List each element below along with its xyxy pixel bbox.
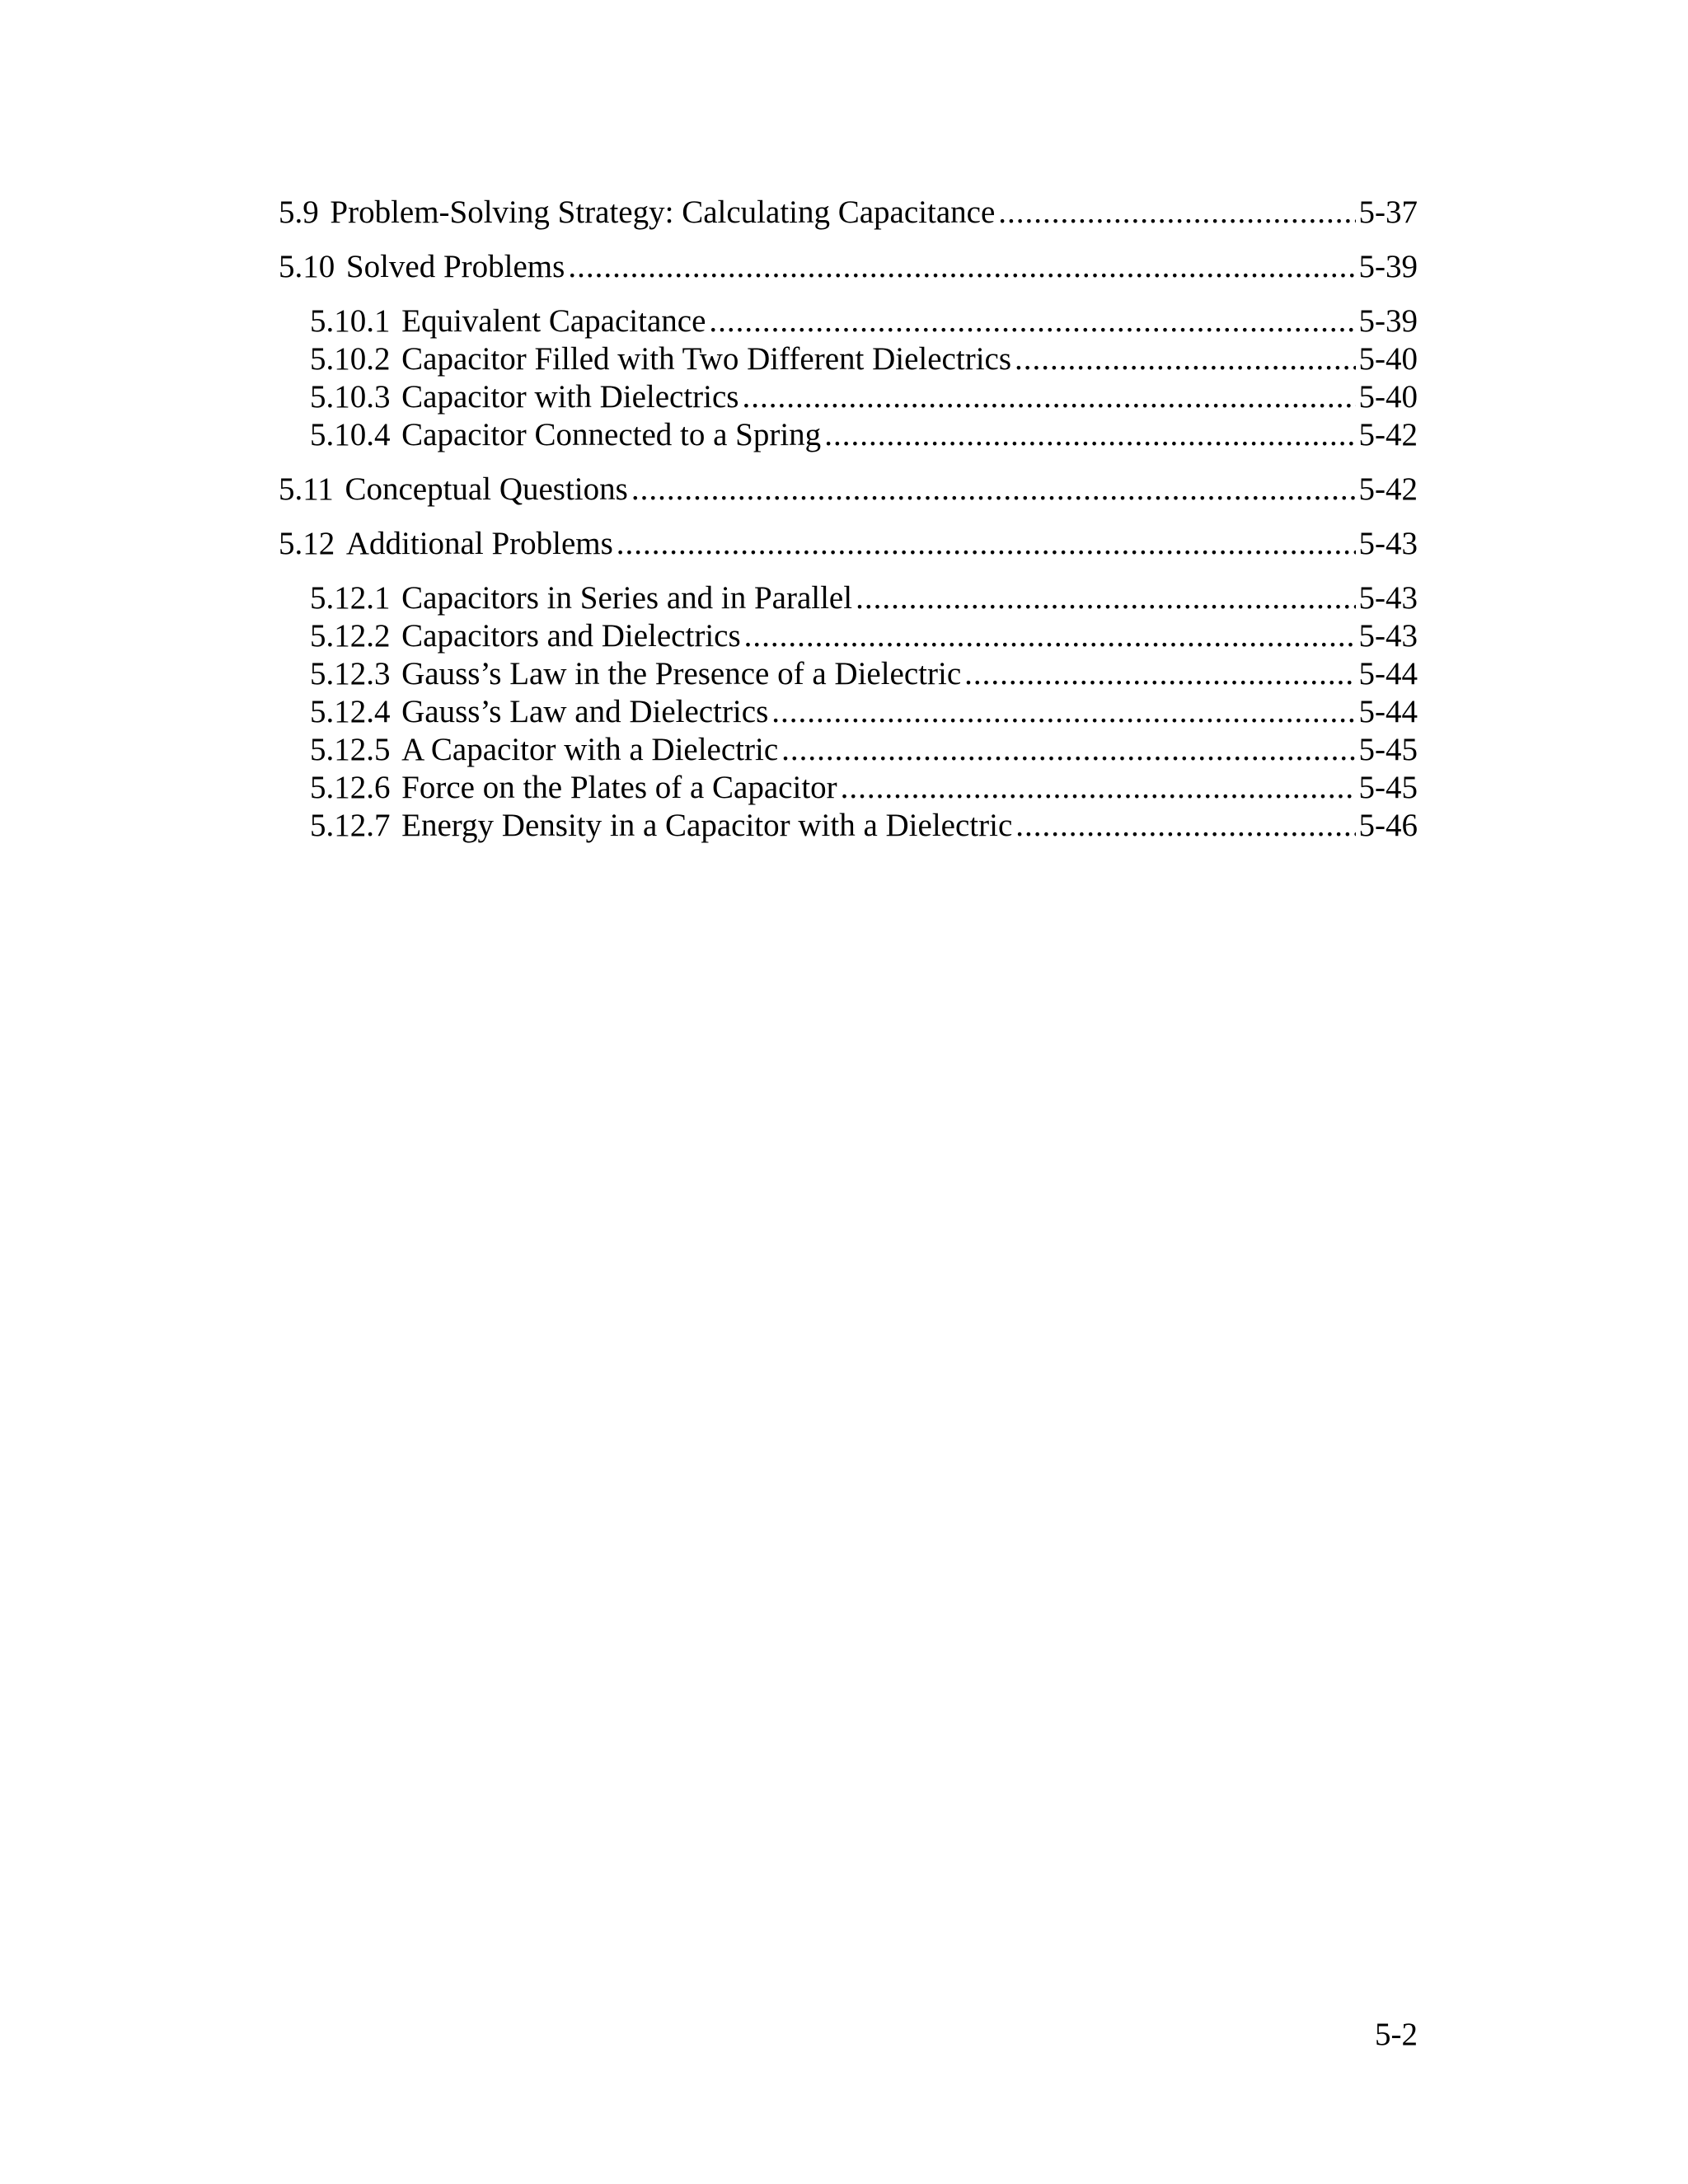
toc-entry-page: 5-43 <box>1358 580 1418 616</box>
toc-entry-title: Equivalent Capacitance <box>401 303 706 339</box>
toc-entry[interactable] <box>279 194 1418 232</box>
toc-entry-number: 5.9 <box>279 194 319 230</box>
toc-entry-page: 5-39 <box>1358 303 1418 339</box>
table-of-contents <box>279 194 1418 845</box>
toc-entry-title: Capacitor with Dielectrics <box>401 379 739 415</box>
toc-entry-title: Conceptual Questions <box>345 471 628 507</box>
toc-dot-leader <box>856 579 1355 617</box>
toc-entry-title: Capacitor Filled with Two Different Dielectrics <box>401 341 1012 377</box>
toc-dot-leader <box>743 378 1356 416</box>
toc-dot-leader <box>617 525 1356 563</box>
toc-entry-page: 5-43 <box>1358 618 1418 654</box>
toc-entry-page: 5-44 <box>1358 694 1418 729</box>
toc-entry-page: 5-43 <box>1358 526 1418 561</box>
toc-entry-title: Capacitors and Dielectrics <box>401 618 741 654</box>
toc-dot-leader <box>631 471 1356 509</box>
toc-entry[interactable] <box>279 471 1418 509</box>
toc-entry-number: 5.11 <box>279 471 334 507</box>
toc-dot-leader <box>841 769 1356 807</box>
toc-entry-page: 5-42 <box>1358 471 1418 507</box>
toc-subentry[interactable] <box>279 579 1418 617</box>
toc-dot-leader <box>1015 340 1355 378</box>
toc-entry-title: Gauss’s Law and Dielectrics <box>401 694 769 729</box>
toc-dot-leader <box>998 194 1355 232</box>
toc-entry[interactable] <box>279 248 1418 286</box>
toc-subentry[interactable] <box>279 617 1418 655</box>
toc-entry-number: 5.12.2 <box>310 618 391 654</box>
toc-entry-title: Capacitor Connected to a Spring <box>401 417 822 452</box>
toc-entry-page: 5-39 <box>1358 249 1418 284</box>
toc-subentry[interactable] <box>279 416 1418 454</box>
toc-entry-page: 5-42 <box>1358 417 1418 452</box>
toc-entry-number: 5.10.1 <box>310 303 391 339</box>
toc-entry-title: Problem-Solving Strategy: Calculating Capacitance <box>330 194 996 230</box>
toc-dot-leader <box>1015 807 1355 845</box>
toc-entry-title: A Capacitor with a Dielectric <box>401 732 779 767</box>
toc-entry-page: 5-45 <box>1358 732 1418 767</box>
toc-subentry[interactable] <box>279 693 1418 731</box>
toc-entry-title: Gauss’s Law in the Presence of a Dielectric <box>401 656 962 691</box>
toc-entry-page: 5-46 <box>1358 808 1418 843</box>
toc-entry-number: 5.10.2 <box>310 341 391 377</box>
toc-entry-number: 5.12 <box>279 526 335 561</box>
toc-entry-title: Capacitors in Series and in Parallel <box>401 580 853 616</box>
toc-dot-leader <box>744 617 1356 655</box>
toc-dot-leader <box>964 655 1355 693</box>
toc-entry-page: 5-40 <box>1358 379 1418 415</box>
toc-entry-title: Solved Problems <box>345 249 565 284</box>
toc-subentry[interactable] <box>279 302 1418 340</box>
toc-entry-number: 5.12.7 <box>310 808 391 843</box>
toc-subentry[interactable] <box>279 655 1418 693</box>
toc-dot-leader <box>709 302 1355 340</box>
toc-entry-title: Energy Density in a Capacitor with a Dielectric <box>401 808 1013 843</box>
toc-entry-number: 5.12.4 <box>310 694 391 729</box>
toc-entry-number: 5.12.5 <box>310 732 391 767</box>
toc-entry-number: 5.12.6 <box>310 770 391 805</box>
toc-entry-page: 5-37 <box>1358 194 1418 230</box>
toc-dot-leader <box>824 416 1355 454</box>
toc-entry-number: 5.10 <box>279 249 335 284</box>
toc-entry-number: 5.12.3 <box>310 656 391 691</box>
toc-subentry[interactable] <box>279 807 1418 845</box>
toc-entry-title: Force on the Plates of a Capacitor <box>401 770 837 805</box>
toc-entry[interactable] <box>279 525 1418 563</box>
toc-dot-leader <box>568 248 1355 286</box>
toc-entry-page: 5-45 <box>1358 770 1418 805</box>
toc-entry-page: 5-40 <box>1358 341 1418 377</box>
toc-subentry[interactable] <box>279 769 1418 807</box>
page-number: 5-2 <box>1375 2017 1418 2052</box>
toc-subentry[interactable] <box>279 340 1418 378</box>
toc-subentry[interactable] <box>279 378 1418 416</box>
toc-entry-number: 5.10.3 <box>310 379 391 415</box>
toc-entry-number: 5.12.1 <box>310 580 391 616</box>
toc-subentry[interactable] <box>279 731 1418 769</box>
toc-entry-title: Additional Problems <box>345 526 613 561</box>
toc-entry-page: 5-44 <box>1358 656 1418 691</box>
toc-dot-leader <box>781 731 1355 769</box>
toc-entry-number: 5.10.4 <box>310 417 391 452</box>
toc-dot-leader <box>771 693 1355 731</box>
